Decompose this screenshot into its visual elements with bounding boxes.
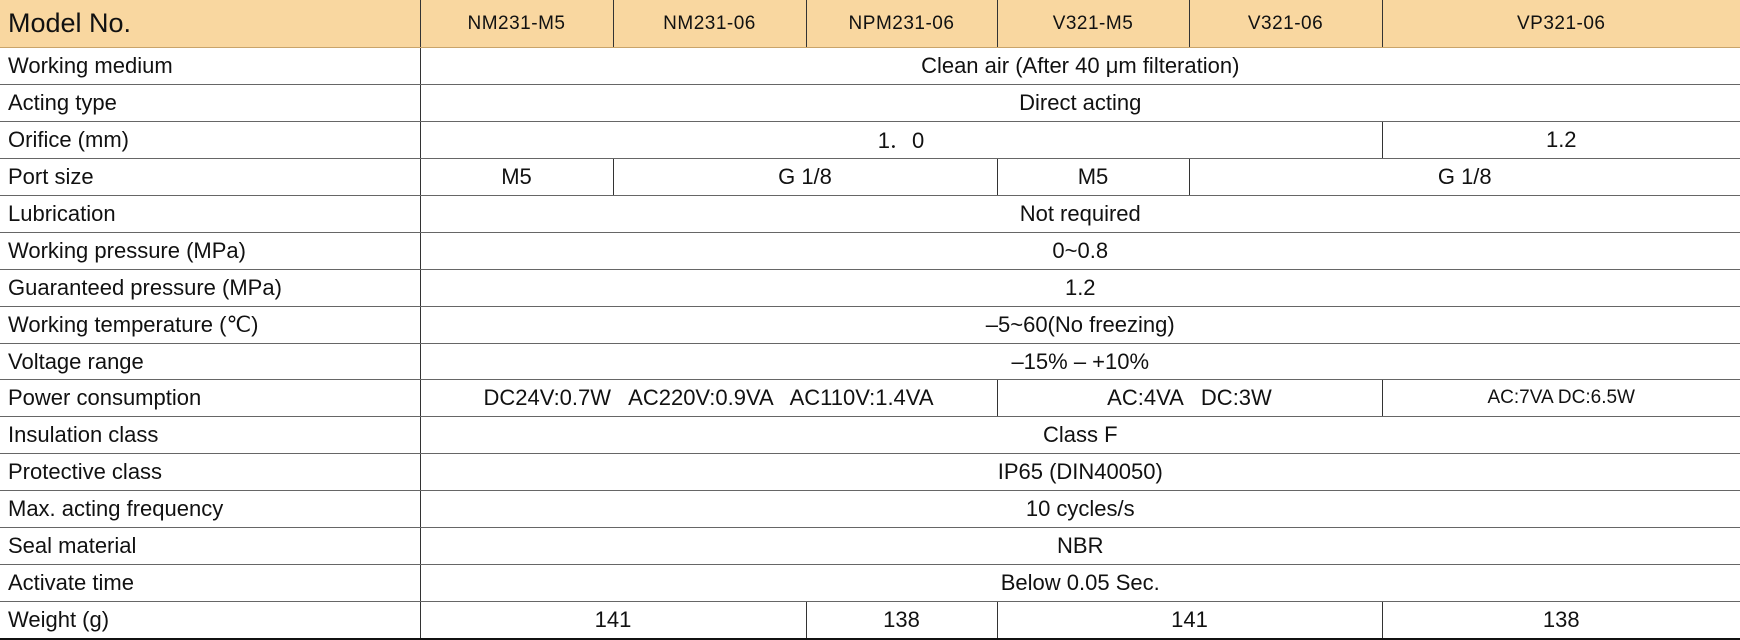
model-nm231-m5: NM231-M5: [420, 0, 613, 48]
row-seal-material: [0, 528, 1740, 565]
max-acting-frequency-label: Max. acting frequency: [0, 491, 420, 528]
seal-material-value: NBR: [420, 528, 1740, 565]
model-nm231-06: NM231-06: [613, 0, 806, 48]
port-size-label: Port size: [0, 158, 420, 195]
row-power-consumption: [0, 380, 1740, 417]
row-weight: [0, 602, 1740, 639]
orifice-value-common: 1．0: [420, 122, 1382, 159]
weight-value-v321: 141: [997, 602, 1382, 639]
port-size-value-nm231-m5: M5: [420, 158, 613, 195]
row-working-temperature: [0, 306, 1740, 343]
working-pressure-label: Working pressure (MPa): [0, 232, 420, 269]
activate-time-value: Below 0.05 Sec.: [420, 565, 1740, 602]
model-v321-06: V321-06: [1189, 0, 1382, 48]
weight-value-vp321: 138: [1382, 602, 1740, 639]
insulation-class-label: Insulation class: [0, 417, 420, 454]
row-max-acting-frequency: [0, 491, 1740, 528]
acting-type-value: Direct acting: [420, 85, 1740, 122]
acting-type-label: Acting type: [0, 85, 420, 122]
guaranteed-pressure-label: Guaranteed pressure (MPa): [0, 269, 420, 306]
weight-label: Weight (g): [0, 602, 420, 639]
orifice-value-vp321: 1.2: [1382, 122, 1740, 159]
working-temperature-label: Working temperature (℃): [0, 306, 420, 343]
row-orifice: [0, 122, 1740, 159]
row-insulation-class: [0, 417, 1740, 454]
weight-value-npm231: 138: [806, 602, 997, 639]
seal-material-label: Seal material: [0, 528, 420, 565]
orifice-label: Orifice (mm): [0, 122, 420, 159]
power-consumption-value-vp321: AC:7VA DC:6.5W: [1382, 380, 1740, 417]
row-guaranteed-pressure: [0, 269, 1740, 306]
row-acting-type: [0, 85, 1740, 122]
row-working-pressure: [0, 232, 1740, 269]
model-no-label: Model No.: [0, 0, 420, 48]
protective-class-label: Protective class: [0, 454, 420, 491]
max-acting-frequency-value: 10 cycles/s: [420, 491, 1740, 528]
row-activate-time: [0, 565, 1740, 602]
power-consumption-label: Power consumption: [0, 380, 420, 417]
model-vp321-06: VP321-06: [1382, 0, 1740, 48]
working-medium-label: Working medium: [0, 48, 420, 85]
voltage-range-value: –15% – +10%: [420, 343, 1740, 380]
model-v321-m5: V321-M5: [997, 0, 1189, 48]
working-medium-value: Clean air (After 40 μm filteration): [420, 48, 1740, 85]
insulation-class-value: Class F: [420, 417, 1740, 454]
row-port-size: [0, 158, 1740, 195]
row-lubrication: [0, 195, 1740, 232]
model-header-row: [0, 0, 1740, 48]
activate-time-label: Activate time: [0, 565, 420, 602]
port-size-value-v321-m5: M5: [997, 158, 1189, 195]
port-size-value-nm231-06: G 1/8: [613, 158, 997, 195]
row-protective-class: [0, 454, 1740, 491]
voltage-range-label: Voltage range: [0, 343, 420, 380]
working-pressure-value: 0~0.8: [420, 232, 1740, 269]
guaranteed-pressure-value: 1.2: [420, 269, 1740, 306]
protective-class-value: IP65 (DIN40050): [420, 454, 1740, 491]
weight-value-nm231: 141: [420, 602, 806, 639]
lubrication-value: Not required: [420, 195, 1740, 232]
row-voltage-range: [0, 343, 1740, 380]
working-temperature-value: –5~60(No freezing): [420, 306, 1740, 343]
model-npm231-06: NPM231-06: [806, 0, 997, 48]
power-consumption-value-v321: AC:4VA DC:3W: [997, 380, 1382, 417]
power-consumption-value-nm: DC24V:0.7W AC220V:0.9VA AC110V:1.4VA: [420, 380, 997, 417]
port-size-value-v321-06: G 1/8: [1189, 158, 1740, 195]
lubrication-label: Lubrication: [0, 195, 420, 232]
row-working-medium: [0, 48, 1740, 85]
